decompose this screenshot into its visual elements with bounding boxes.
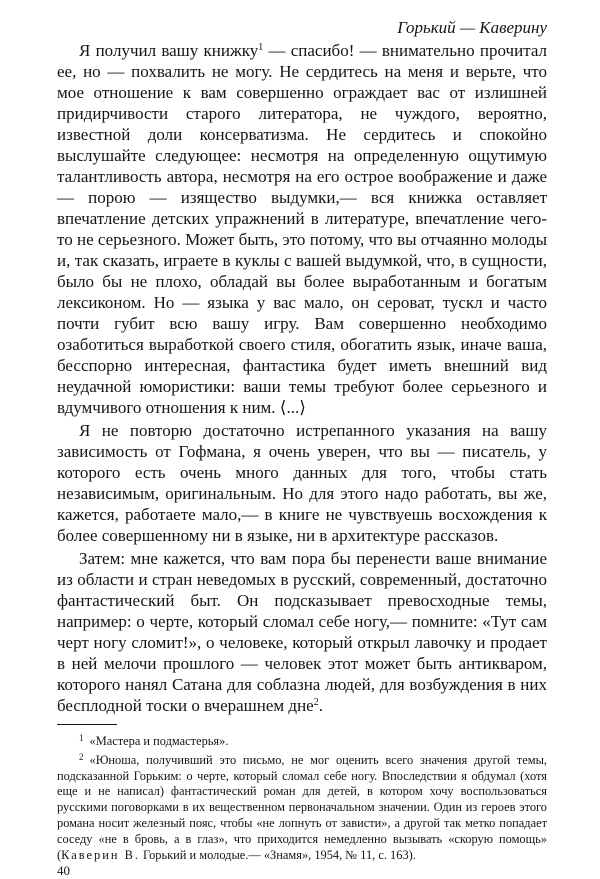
footnote-reference: 2: [313, 697, 319, 708]
footnote-number: 1: [79, 733, 84, 743]
paragraph-text: — спасибо! — внимательно прочитал ее, но — похвалить не могу. Не сердитесь на меня и верьте, что мое отношение к вам совершенно ограждает вас от излишней придирчивости старого литератора, не чуждого, вероятно, известной доли консерватизма. Не сердитесь и спокойно выслушайте следующее: несмотря на определенную ощутимую талантливость автора, несмотря на его острое воображение и даже — порою — изящество выдумки,— вся книжка оставляет впечатление детских упражнений в литературе, впечатление чего-то не серьезного. Может быть, это потому, что вы отчаянно молоды и, так сказать, играете в куклы с вашей выдумкой, что, в сущности, было бы не плохо, обладай вы более выработанным и богатым лексиконом. Но — языка у вас мало, он сероват, тускл и часто почти губит всю вашу игру. Вам совершенно необходимо озаботиться выработкой своего стиля, обогатить язык, иначе ваша, бесспорно интересная, фантастика будет иметь внешний вид неудачной юмористики: ваши темы требуют более серьезного и вдумчивого отношения к ним. ⟨...⟩: [57, 41, 548, 417]
footnote-text: «Юноша, получивший это письмо, не мог оценить всего значения другой темы, подсказанной Горьким: о черте, который сломал себе ногу. Впоследствии я обдумал (хотя еще и не написал) фантастический роман для детей, в котором хочу воспользоваться русскими поговорками в их вещественном первоначальном значении. Один из героев этого романа носит железный пояс, чтобы «не лопнуть от зависти», а другой так метко попадает соседу «не в бровь, а в глаз», что приходится немедленно вызывать «скорую помощь» (: [57, 752, 547, 862]
body-paragraph: [57, 548, 547, 716]
footnote-text: Горький и молодые.— «Знамя», 1954, № 11, с. 163).: [139, 847, 416, 862]
paragraph-text: Я получил вашу книжку: [79, 41, 259, 60]
footnote: [57, 731, 547, 750]
running-title: Горький — Каверину: [397, 18, 547, 37]
book-page: [57, 18, 547, 879]
body-paragraph: [57, 40, 547, 418]
footnote-divider: [57, 724, 117, 725]
paragraph-text: .: [318, 696, 323, 715]
footnote-number: 2: [79, 751, 84, 762]
footnote-author: Каверин В.: [61, 847, 140, 862]
paragraph-text: Затем: мне кажется, что вам пора бы перенести ваше внимание из области и стран неведомых в русский, современный, достаточно фантастический быт. Он подсказывает превосходные темы, например: о черте, который сломал себе ногу,— помните: «Тут сам черт ногу сломит!», о человеке, который открыл лавочку и продает в ней мелочи прошлого — человек этот может быть антикваром, которого нанял Сатана для соблазна людей, для возбуждения в них бесплодной тоски о вчерашнем дне: [57, 549, 547, 715]
footnote-reference: 1: [258, 42, 264, 53]
body-paragraph: Я не повторю достаточно истрепанного указания на вашу зависимость от Гофмана, я очень уверен, что вы — писатель, у которого есть очень много данных для того, чтобы стать независимым, оригинальным. Но для этого надо работать, вы же, кажется, работаете мало,— в книге не чувствуешь восхождения к более совершенному ни в языке, ни в архитектуре рассказов.: [57, 421, 547, 545]
footnote: [57, 750, 547, 864]
footnote-text: «Мастера и подмастерья».: [89, 734, 229, 748]
page-number: 40: [57, 863, 70, 879]
